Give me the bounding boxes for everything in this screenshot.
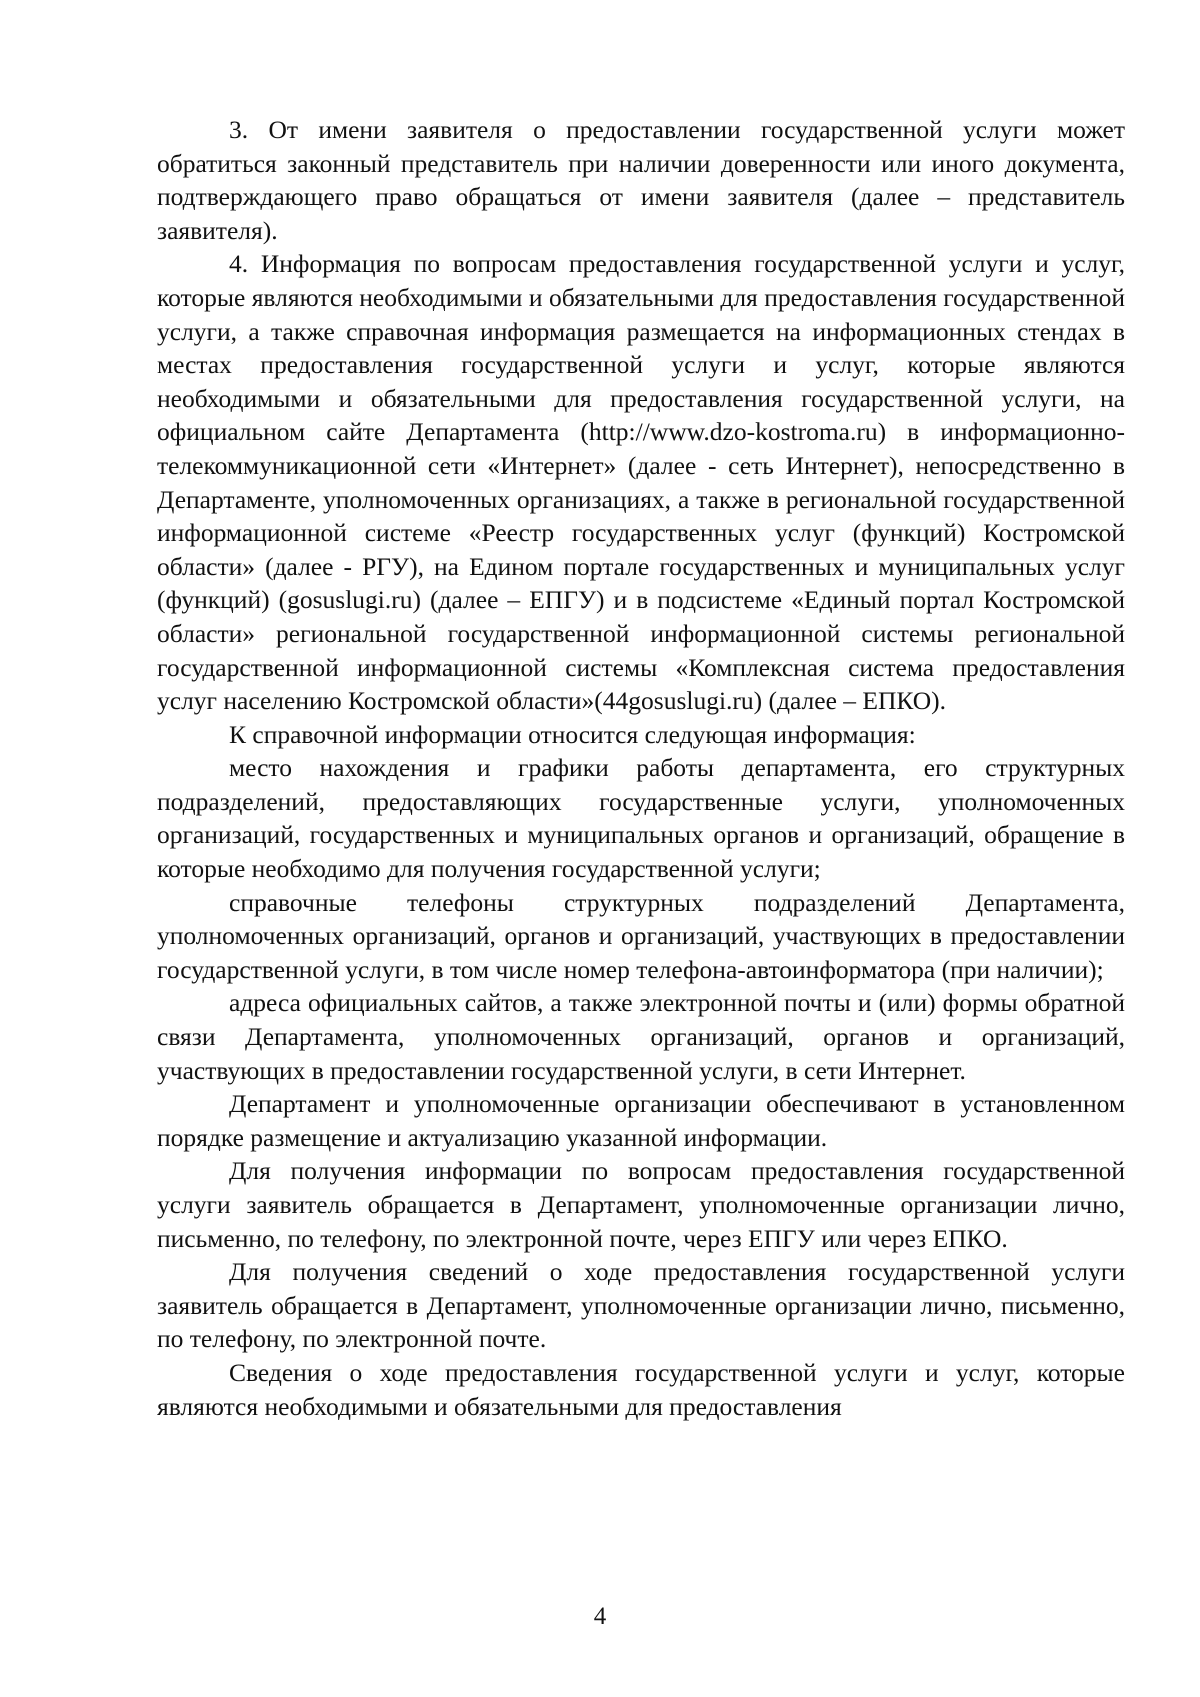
paragraph-3-representative: 3. От имени заявителя о предоставлении государственной услуги может обратиться законный представитель при наличии доверенности или иного документа, подтверждающего право обращаться от имени заявителя (далее – представитель заявителя).	[157, 115, 1125, 245]
page-number: 4	[593, 1603, 607, 1630]
paragraph-website-addresses: адреса официальных сайтов, а также электронной почты и (или) формы обратной связи Департамента, уполномоченных организаций, органов и организаций, участвующих в предоставлении государственной услуги, в сети Интернет.	[157, 988, 1125, 1085]
paragraph-progress-details: Сведения о ходе предоставления государственной услуги и услуг, которые являются необходимыми и обязательными для предоставления	[157, 1357, 1125, 1421]
document-body	[157, 113, 1125, 1423]
paragraph-obtaining-information: Для получения информации по вопросам предоставления государственной услуги заявитель обращается в Департамент, уполномоченные организации лично, письменно, по телефону, по электронной почте, через ЕПГУ или через ЕПКО.	[157, 1156, 1125, 1253]
paragraph-info-maintenance: Департамент и уполномоченные организации обеспечивают в установленном порядке размещение и актуализацию указанной информации.	[157, 1089, 1125, 1152]
paragraph-progress-inquiry: Для получения сведений о ходе предоставления государственной услуги заявитель обращается в Департамент, уполномоченные организации лично, письменно, по телефону, по электронной почте.	[157, 1257, 1125, 1354]
paragraph-reference-info-heading: К справочной информации относится следующая информация:	[229, 719, 916, 749]
paragraph-reference-phones: справочные телефоны структурных подразделений Департамента, уполномоченных организаций, органов и организаций, участвующих в предоставлении государственной услуги, в том числе номер телефона-автоинформатора (при наличии);	[157, 887, 1125, 984]
paragraph-location-schedule: место нахождения и графики работы департамента, его структурных подразделений, предоставляющих государственные услуги, уполномоченных организаций, государственных и муниципальных органов и организаций, обращение в которые необходимо для получения государственной услуги;	[157, 753, 1125, 884]
paragraph-4-information: 4. Информация по вопросам предоставления государственной услуги и услуг, которые являются необходимыми и обязательными для предоставления государственной услуги, а также справочная информация размещается на информационных стендах в местах предоставления государственной услуги и услуг, которые являются необходимыми и обязательными для предоставления государственной услуги, на официальном сайте Департамента (http://www.dzo-kostroma.ru) в информационно-телекоммуникационной сети «Интернет» (далее - сеть Интернет), непосредственно в Департаменте, уполномоченных организациях, а также в региональной государственной информационной системе «Реестр государственных услуг (функций) Костромской области» (далее - РГУ), на Едином портале государственных и муниципальных услуг (функций) (gosuslugi.ru) (далее – ЕПГУ) и в подсистеме «Единый портал Костромской области» региональной государственной информационной системы региональной государственной информационной системы «Комплексная система предоставления услуг населению Костромской области»(44gosuslugi.ru) (далее – ЕПКО).	[157, 249, 1125, 716]
